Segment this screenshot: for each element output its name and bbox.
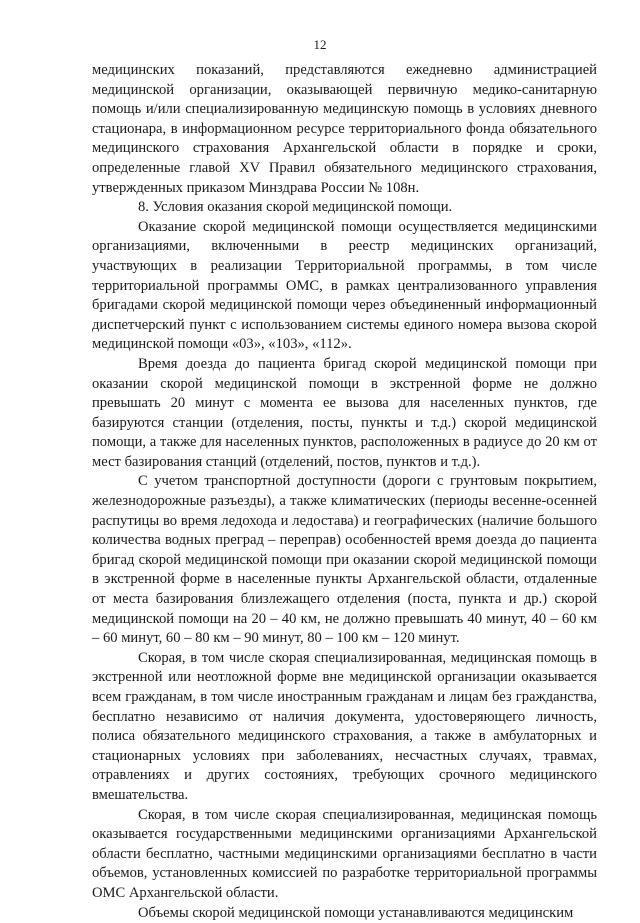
paragraph: С учетом транспортной доступности (дороги с грунтовым покрытием, железнодорожные разъезды), а также климатических (периоды весенне-осенней распутицы во время ледохода и ледостава) и географических (наличие большого количества водных преград – переправ) особенностей время доезда до пациента бригад скорой медицинской помощи при оказании скорой медицинской помощи в экстренной форме в населенные пункты Архангельской области, отдаленные от места базирования близлежащего отделения (поста, пункта и др.) скорой медицинской помощи на 20 – 40 км, не должно превышать 40 минут, 40 – 60 км – 60 минут, 60 – 80 км – 90 минут, 80 – 100 км – 120 минут. [92,473,597,647]
paragraph-continuation: медицинских показаний, представляются ежедневно администрацией медицинской организации, оказывающей первичную медико-санитарную помощь и/или специализированную медицинскую помощь в условиях дневного стационара, в информационном ресурсе территориального фонда обязательного медицинского страхования Архангельской области в порядке и сроки, определенные главой XV Правил обязательного медицинского страхования, утвержденных приказом Минздрава России № 108н. [92,62,597,196]
page-number: 12 [313,37,327,52]
document-body [92,61,597,923]
paragraph: Скорая, в том числе скорая специализированная, медицинская помощь оказывается государственными медицинскими организациями Архангельской области бесплатно, частными медицинскими организациями бесплатно в части объемов, установленных комиссией по разработке территориальной программы ОМС Архангельской области. [92,806,597,901]
paragraph: Скорая, в том числе скорая специализированная, медицинская помощь в экстренной или неотложной форме вне медицинской организации оказывается всем гражданам, в том числе иностранным гражданам и лицам без гражданства, бесплатно независимо от наличия документа, удостоверяющего личность, полиса обязательного медицинского страхования, а также в амбулаторных и стационарных условиях при заболеваниях, несчастных случаях, травмах, отравлениях и других состояниях, требующих срочного медицинского вмешательства. [92,649,597,803]
paragraph: Оказание скорой медицинской помощи осуществляется медицинскими организациями, включенными в реестр медицинских организаций, участвующих в реализации Территориальной программы, в том числе территориальной программы ОМС, в рамках централизованного управления бригадами скорой медицинской помощи через объединенный информационный диспетчерский пункт с использованием системы единого номера вызова скорой медицинской помощи «03», «103», «112». [92,218,597,353]
section-heading-8: 8. Условия оказания скорой медицинской помощи. [138,199,453,216]
paragraph: Время доезда до пациента бригад скорой медицинской помощи при оказании скорой медицинской помощи в экстренной форме не должно превышать 20 минут с момента ее вызова для населенных пунктов, где базируются станции (отделения, посты, пункты и т.д.) скорой медицинской помощи, а также для населенных пунктов, расположенных в радиусе до 20 км от мест базирования станций (отделений, постов, пунктов и т.д.). [92,355,597,470]
paragraph-last-line: Объемы скорой медицинской помощи устанавливаются медицинским [138,904,574,921]
